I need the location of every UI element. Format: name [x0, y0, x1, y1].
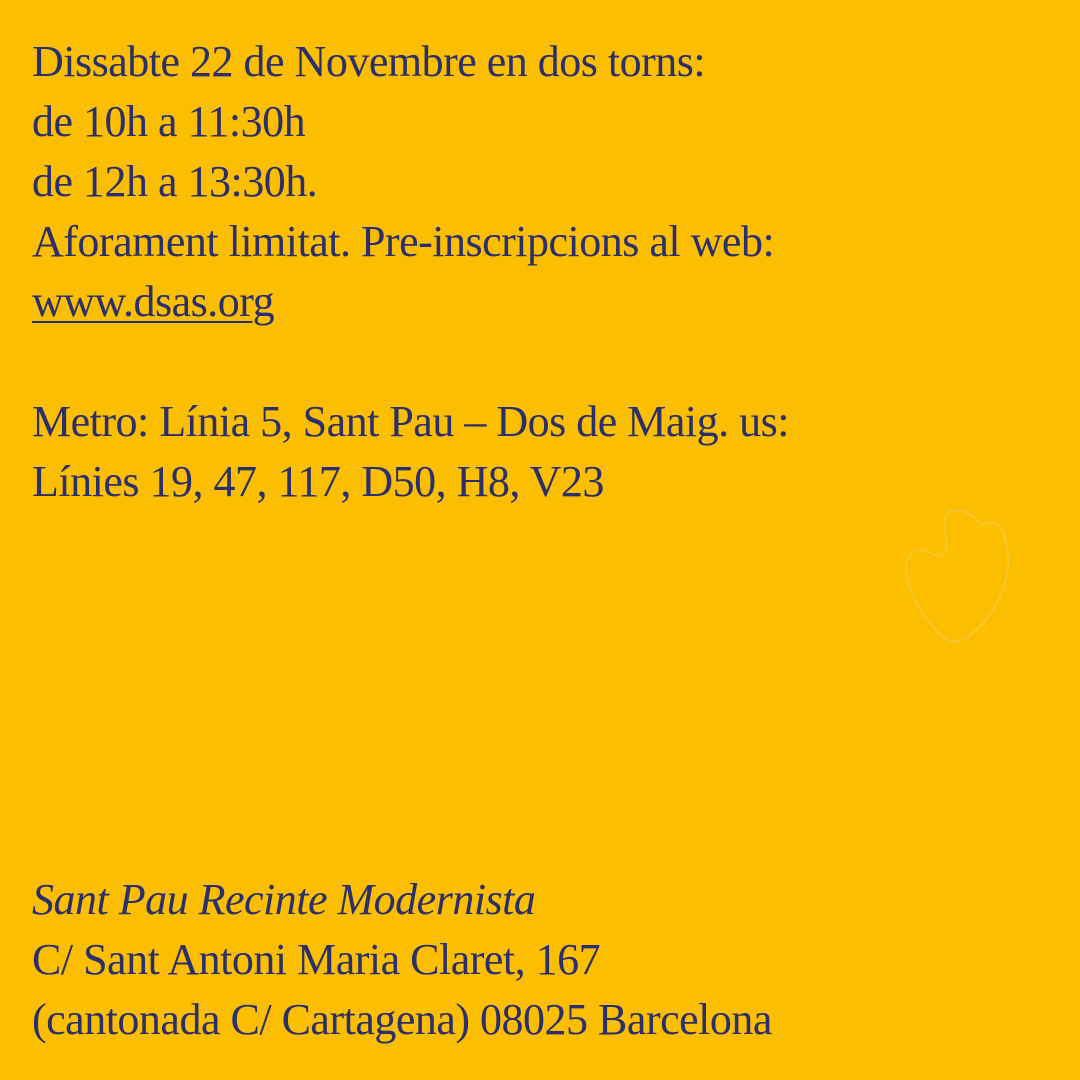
faint-outline-shape-icon	[890, 500, 1020, 650]
registration-line: Aforament limitat. Pre-inscripcions al web:	[32, 217, 775, 266]
first-session-line: de 10h a 11:30h	[32, 97, 306, 146]
website-line	[32, 272, 1052, 332]
date-line: Dissabte 22 de Novembre en dos torns:	[32, 37, 706, 86]
schedule-block	[32, 32, 1052, 332]
venue-name: Sant Pau Recinte Modernista	[32, 875, 536, 924]
metro-line: Metro: Línia 5, Sant Pau – Dos de Maig. us:	[32, 397, 789, 446]
venue-street: C/ Sant Antoni Maria Claret, 167	[32, 935, 601, 984]
bus-line: Línies 19, 47, 117, D50, H8, V23	[32, 457, 604, 506]
venue-block	[32, 870, 1052, 1050]
transport-block	[32, 392, 1052, 512]
venue-city: (cantonada C/ Cartagena) 08025 Barcelona	[32, 995, 772, 1044]
website-link[interactable]: www.dsas.org	[32, 277, 275, 326]
second-session-line: de 12h a 13:30h.	[32, 157, 318, 206]
